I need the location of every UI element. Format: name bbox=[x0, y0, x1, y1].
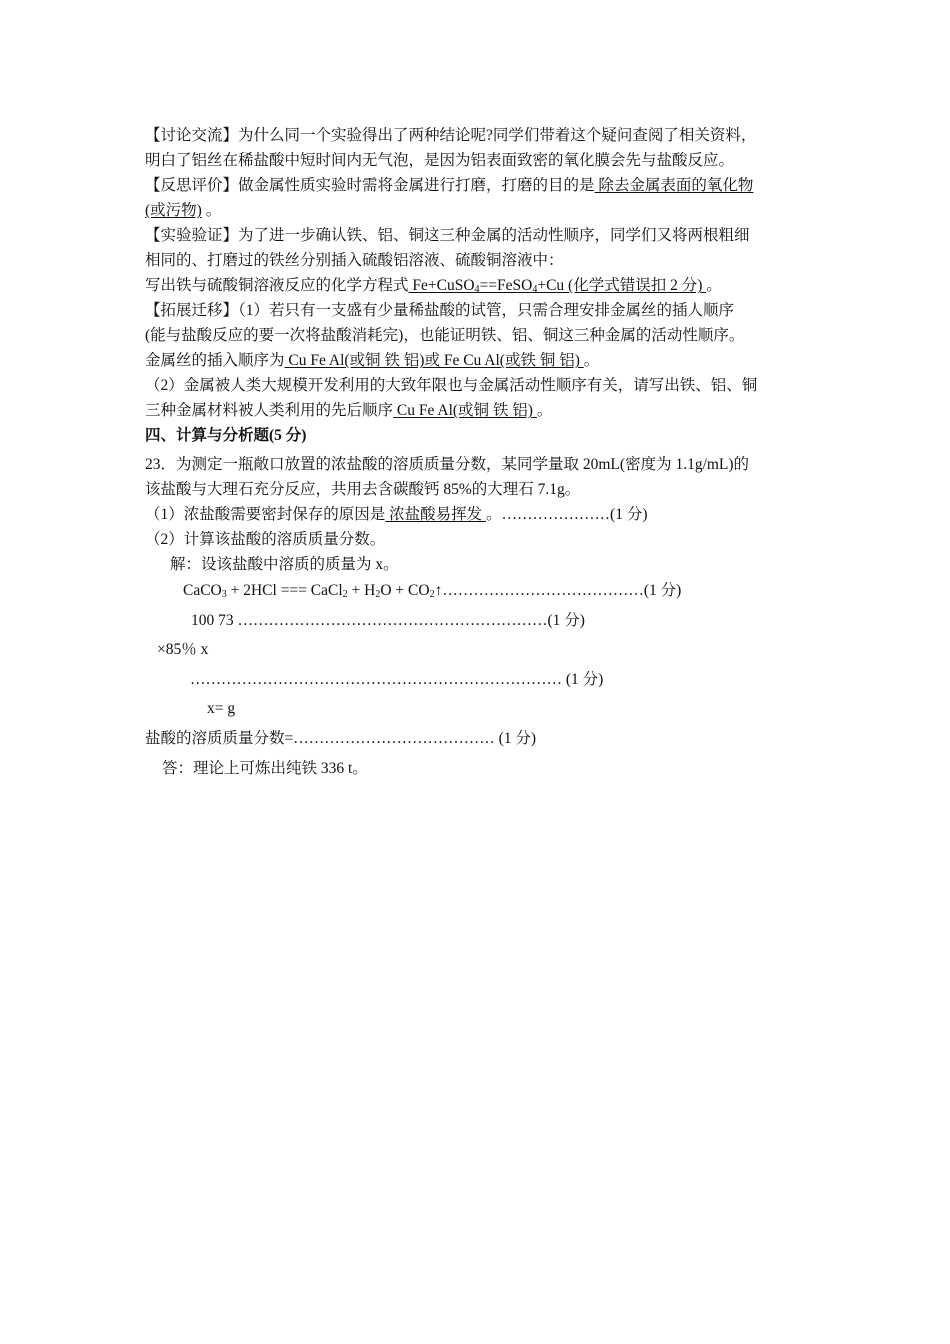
q23-line-1: 23．为测定一瓶敞口放置的浓盐酸的溶质质量分数，某同学量取 20mL(密度为 1.1g/mL)的 bbox=[145, 456, 750, 473]
insertion-order-answer: Cu Fe Al(或铜 铁 铝)或 Fe Cu Al(或铁 铜 铝) bbox=[284, 352, 584, 369]
x-result-row: x= g bbox=[207, 700, 236, 717]
discussion-tag: 【讨论交流】 bbox=[145, 127, 239, 144]
usage-order-answer: Cu Fe Al(或铜 铁 铝) bbox=[393, 402, 537, 419]
reflection-answer: 除去金属表面的氧化物 bbox=[594, 177, 754, 194]
verify-tag: 【实验验证】 bbox=[145, 227, 239, 244]
q23-part-1-answer: 浓盐酸易挥发 bbox=[385, 506, 487, 523]
reaction-equation: CaCO$_3$ + 2HCl === CaCl$_2$ + $H_2O$ + $CO_2↑\dots\dots\dots\dots\dots\dots\dots\dots\dots\dots\dots\dots\dots(1$ 分) bbox=[183, 582, 682, 600]
q23-part-2: （2）计算该盐酸的溶质质量分数。 bbox=[145, 531, 386, 548]
q23-part-1: （1）浓盐酸需要密封保存的原因是 浓盐酸易挥发 。…………………(1 分) bbox=[145, 506, 648, 523]
extend-line-1: 【拓展迁移】（1）若只有一支盛有少量稀盐酸的试管，只需合理安排金属丝的插人顺序 bbox=[145, 302, 735, 319]
reflection-tag: 【反思评价】 bbox=[145, 177, 239, 194]
extend-line-4: （2）金属被人类大规模开发利用的大致年限也与金属活动性顺序有关，请写出铁、铝、铜 bbox=[145, 377, 758, 394]
molar-mass-row: 100 73 ……………………………………………………(1 分) bbox=[191, 612, 585, 629]
proportion-row: ……………………………………………………………… (1 分) bbox=[190, 671, 604, 688]
extend-line-3: 金属丝的插入顺序为 Cu Fe Al(或铜 铁 铝)或 Fe Cu Al(或铁 铜 铝) 。 bbox=[145, 352, 600, 369]
extend-line-5: 三种金属材料被人类利用的先后顺序 Cu Fe Al(或铜 铁 铝) 。 bbox=[145, 402, 553, 419]
solution-setup: 解：设该盐酸中溶质的质量为 x。 bbox=[170, 556, 399, 573]
extend-tag: 【拓展迁移】 bbox=[145, 302, 239, 319]
q23-line-2: 该盐酸与大理石充分反应，共用去含碳酸钙 85%的大理石 7.1g。 bbox=[145, 481, 581, 498]
verify-line-2: 相同的、打磨过的铁丝分别插入硫酸铝溶液、硫酸铜溶液中： bbox=[145, 252, 564, 269]
final-answer: 答：理论上可炼出纯铁 336 t。 bbox=[162, 760, 368, 777]
verify-line-3: 写出铁与硫酸铜溶液反应的化学方程式 Fe+CuSO$_4$==FeSO$_4$+Cu (化学式错误扣 2 分) 。 bbox=[145, 277, 722, 295]
mass-fraction-row: 盐酸的溶质质量分数=………………………………… (1 分) bbox=[145, 730, 537, 747]
reflection-line-1: 【反思评价】做金属性质实验时需将金属进行打磨，打磨的目的是 除去金属表面的氧化物 bbox=[145, 177, 754, 194]
discussion-line-2: 明白了铝丝在稀盐酸中短时间内无气泡，是因为铝表面致密的氧化膜会先与盐酸反应。 bbox=[145, 152, 735, 169]
discussion-line-1: 【讨论交流】为什么同一个实验得出了两种结论呢?同学们带着这个疑问查阅了相关资料， bbox=[145, 127, 757, 144]
section-heading: 四、计算与分析题(5 分) bbox=[145, 427, 307, 444]
extend-line-2: (能与盐酸反应的要一次将盐酸消耗完)，也能证明铁、铝、铜这三种金属的活动性顺序。 bbox=[145, 327, 745, 344]
quantity-row: ×85％ x bbox=[157, 641, 209, 658]
verify-line-1: 【实验验证】为了进一步确认铁、铝、铜这三种金属的活动性顺序，同学们又将两根粗细 bbox=[145, 227, 750, 244]
equation-answer: Fe+CuSO$_4$==FeSO$_4$+Cu (化学式错误扣 2 分) bbox=[408, 277, 707, 295]
reflection-line-2: (或污物) 。 bbox=[145, 202, 222, 219]
